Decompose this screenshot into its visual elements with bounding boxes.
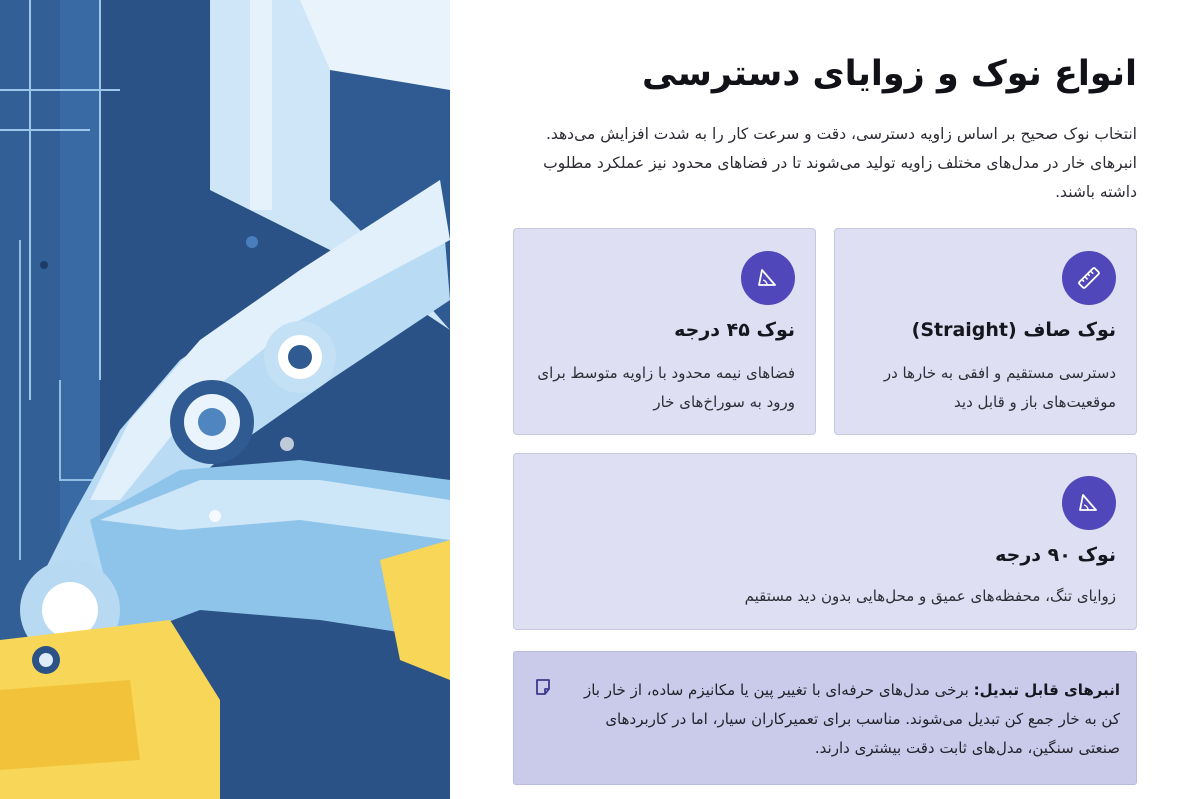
card-90-degree-tip — [513, 453, 1137, 630]
ruler-icon — [1062, 251, 1116, 305]
pliers-illustration — [0, 0, 450, 799]
note-label: انبرهای قابل تبدیل: — [973, 681, 1120, 699]
intro-paragraph: انتخاب نوک صحیح بر اساس زاویه دسترسی، دقت و سرعت کار را به شدت افزایش می‌دهد. انبرهای خار در مدل‌های مختلف زاویه تولید می‌شوند تا در فضاهای محدود نیز عملکرد مطلوب داشته باشند. — [543, 125, 1137, 201]
convertible-pliers-note — [513, 651, 1137, 785]
card-description: فضاهای نیمه محدود با زاویه متوسط برای ورود به سوراخ‌های خار — [537, 364, 795, 411]
content-section — [512, 48, 1137, 788]
note-body: برخی مدل‌های حرفه‌ای با تغییر پین یا مکانیزم ساده، از خار باز کن به خار جمع کن تبدیل می‌شوند. مناسب برای تعمیرکاران سیار، اما در کاربردهای صنعتی سنگین، مدل‌های ثابت دقت بیشتری دارند. — [583, 681, 1120, 757]
note-icon — [534, 678, 552, 696]
card-title: نوک ۹۰ درجه — [995, 544, 1116, 566]
angle-icon — [1062, 476, 1116, 530]
angle-icon — [741, 251, 795, 305]
card-title: نوک صاف (Straight) — [911, 319, 1116, 341]
card-description: دسترسی مستقیم و افقی به خارها در موقعیت‌های باز و قابل دید — [883, 364, 1116, 411]
page-title: انواع نوک و زوایای دسترسی — [642, 54, 1137, 94]
card-45-degree-tip — [513, 228, 816, 435]
note-text — [572, 676, 1120, 763]
card-straight-tip — [834, 228, 1137, 435]
card-description: زوایای تنگ، محفظه‌های عمیق و محل‌هایی بدون دید مستقیم — [744, 587, 1116, 605]
card-title: نوک ۴۵ درجه — [674, 319, 795, 341]
